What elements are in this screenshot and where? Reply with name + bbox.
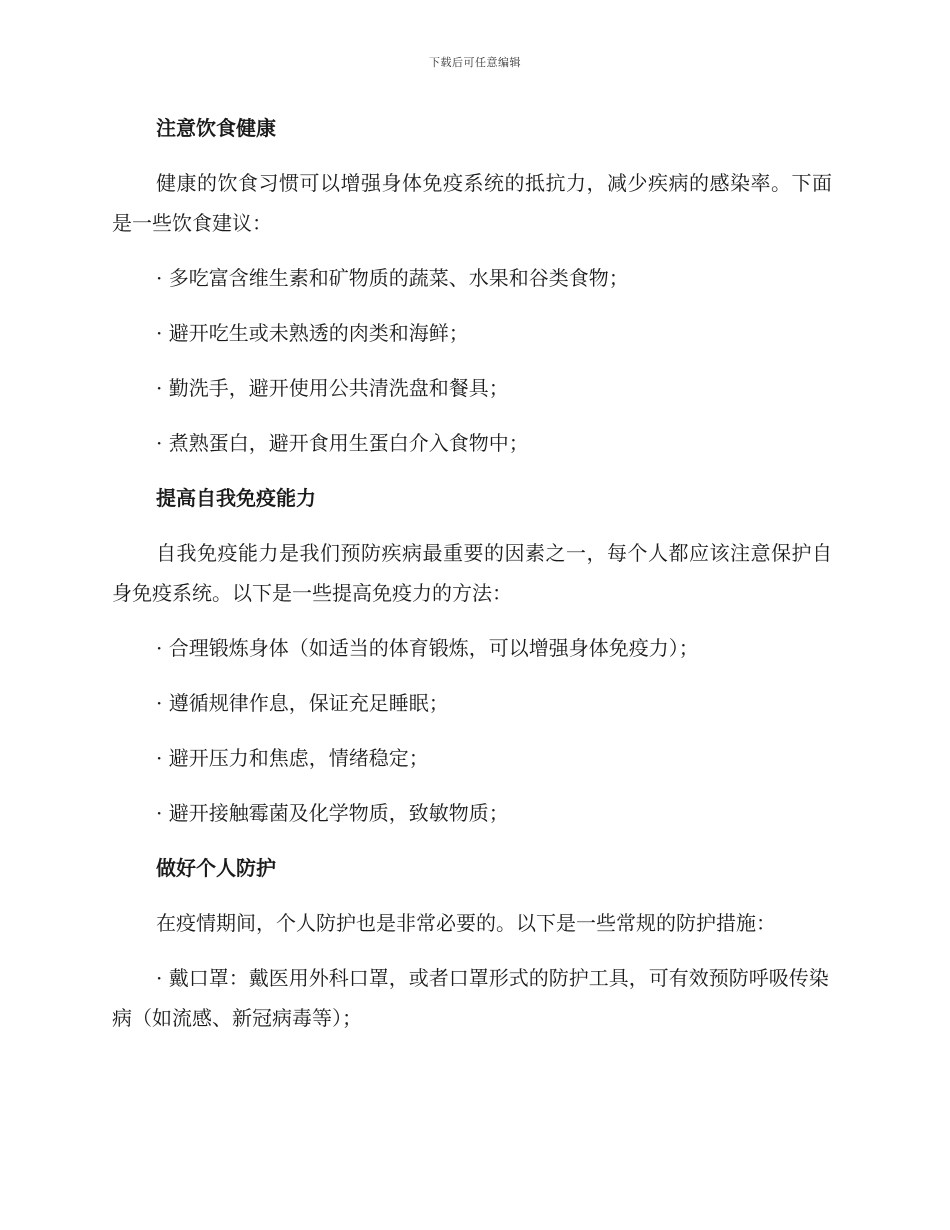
section-intro: 健康的饮食习惯可以增强身体免疫系统的抵抗力，减少疾病的感染率。下面是一些饮食建议： — [112, 171, 832, 235]
section-protection — [112, 848, 832, 1038]
document-body — [112, 108, 832, 1053]
bullet-item: · 勤洗手，避开使用公共清洗盘和餐具； — [156, 376, 509, 400]
bullet-item: · 多吃富含维生素和矿物质的蔬菜、水果和谷类食物； — [156, 266, 629, 290]
section-intro: 在疫情期间，个人防护也是非常必要的。以下是一些常规的防护措施： — [156, 911, 776, 935]
section-heading: 提高自我免疫能力 — [156, 486, 316, 510]
section-intro: 自我免疫能力是我们预防疾病最重要的因素之一，每个人都应该注意保护自身免疫系统。以下是一些提高免疫力的方法： — [112, 541, 832, 605]
section-heading: 做好个人防护 — [156, 856, 276, 880]
bullet-item: · 煮熟蛋白，避开食用生蛋白介入食物中； — [156, 431, 529, 455]
bullet-item: · 合理锻炼身体（如适当的体育锻炼，可以增强身体免疫力）； — [156, 636, 699, 660]
bullet-item: · 避开接触霉菌及化学物质，致敏物质； — [156, 801, 509, 825]
section-diet — [112, 108, 832, 463]
bullet-item: · 避开压力和焦虑，情绪稳定； — [156, 746, 429, 770]
bullet-item: · 遵循规律作息，保证充足睡眠； — [156, 691, 449, 715]
bullet-item: · 避开吃生或未熟透的肉类和海鲜； — [156, 321, 469, 345]
section-heading: 注意饮食健康 — [156, 116, 276, 140]
page-header: 下载后可任意编辑 — [429, 56, 521, 69]
section-immunity — [112, 478, 832, 833]
bullet-item: · 戴口罩：戴医用外科口罩，或者口罩形式的防护工具，可有效预防呼吸传染病（如流感、新冠病毒等）； — [112, 966, 829, 1030]
